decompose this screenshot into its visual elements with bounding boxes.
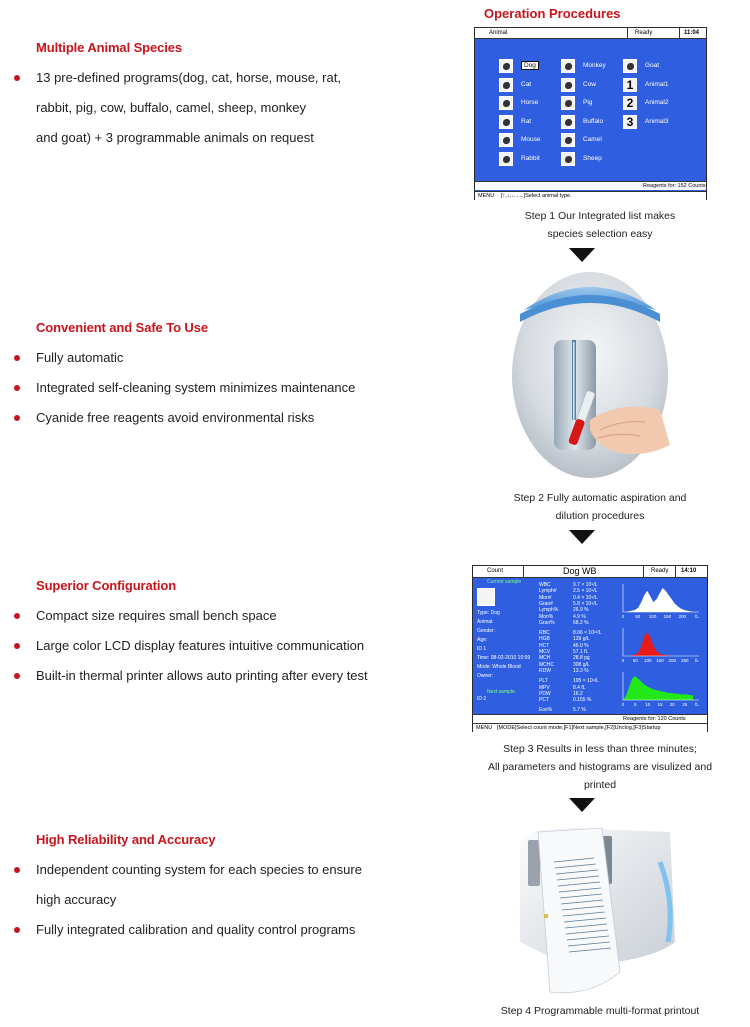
section-title: Multiple Animal Species bbox=[36, 40, 183, 55]
plt-histogram bbox=[622, 672, 700, 707]
param-name: PCT bbox=[539, 697, 549, 704]
animal-icon bbox=[561, 115, 575, 129]
animal-label: Mouse bbox=[521, 136, 541, 143]
bullet-dot-icon bbox=[14, 385, 20, 391]
param-name: Mon# bbox=[539, 594, 552, 601]
bullet-item bbox=[36, 403, 436, 433]
section-title: Superior Configuration bbox=[36, 578, 177, 593]
histogram-tick-label: 50 bbox=[635, 614, 641, 619]
param-name: PLT bbox=[539, 678, 548, 685]
bullet-list bbox=[36, 343, 436, 433]
screen-tab: Animal bbox=[489, 30, 508, 36]
results-menu-hint: [MODE]Select count mode,[F1]Next sample,[F2]Unclog,[F3]Startup bbox=[497, 725, 661, 731]
bullet-item bbox=[36, 855, 436, 885]
param-name: Lymph% bbox=[539, 607, 559, 614]
bullet-item bbox=[36, 343, 436, 373]
step1-caption: Step 1 Our Integrated list makes species selection easy bbox=[524, 210, 676, 240]
param-name: Mon% bbox=[539, 613, 554, 620]
sample-info-line: Type: Dog bbox=[477, 610, 500, 616]
results-title-bar bbox=[473, 566, 707, 578]
plt-histogram-curve bbox=[623, 676, 693, 700]
menu-hint: [↑,↓,←,→]Select animal type. bbox=[501, 193, 572, 199]
histogram-tick-label: 150 bbox=[656, 658, 664, 663]
histogram-tick-label: 50 bbox=[632, 658, 638, 663]
bullet-text: 13 pre-defined programs(dog, cat, horse, mouse, rat, bbox=[36, 70, 341, 85]
param-name: Lymph# bbox=[539, 588, 557, 595]
bullet-item bbox=[36, 915, 436, 945]
bullet-text: Large color LCD display features intuitive communication bbox=[36, 638, 365, 653]
param-name: HGB bbox=[539, 636, 550, 643]
screen-time: 11:04 bbox=[684, 30, 700, 36]
param-value: 4.9 % bbox=[573, 613, 586, 620]
bullet-dot-icon bbox=[14, 867, 20, 873]
param-value: 195 × 10⁹/L bbox=[573, 678, 599, 685]
histogram-tick-label: 0 bbox=[621, 658, 625, 663]
animal-icon bbox=[561, 59, 575, 73]
menu-bar bbox=[475, 191, 706, 200]
animal-icon bbox=[623, 59, 637, 73]
bullet-dot-icon bbox=[14, 927, 20, 933]
bullet-continuation bbox=[36, 123, 436, 153]
step4-caption: Step 4 Programmable multi-format printout bbox=[500, 1005, 700, 1017]
animal-label: Pig bbox=[583, 99, 593, 106]
param-name: RBC bbox=[539, 630, 550, 637]
param-value: 139 g/L bbox=[573, 636, 590, 643]
bullet-list bbox=[36, 63, 436, 153]
sample-info-line: Animal: bbox=[477, 619, 494, 625]
param-name: MCHC bbox=[539, 661, 554, 668]
param-name: Eos% bbox=[539, 707, 553, 714]
results-screen bbox=[472, 565, 708, 732]
rbc-histogram-curve bbox=[623, 632, 693, 656]
animal-icon bbox=[561, 152, 575, 166]
animal-label: Sheep bbox=[583, 154, 602, 162]
animal-icon bbox=[499, 152, 513, 166]
param-value: 5.7 % bbox=[573, 707, 586, 714]
feature-section bbox=[36, 320, 436, 433]
histogram-tick-label: fL bbox=[695, 614, 699, 619]
param-name: MCV bbox=[539, 649, 551, 655]
results-reagents-bar bbox=[473, 714, 707, 723]
sample-info-line: Time: 08-02-2010 10:59 bbox=[477, 655, 531, 661]
animal-label: Animal1 bbox=[645, 80, 669, 88]
animal-icon bbox=[499, 78, 513, 92]
animal-selection-screen bbox=[474, 27, 707, 200]
histogram-tick-label: 10 bbox=[645, 702, 651, 707]
sample-info-line: Age: bbox=[477, 637, 488, 643]
sample-info-line: ID 1 bbox=[477, 646, 487, 652]
animal-label: Dog bbox=[521, 61, 539, 70]
param-value: 26.9 % bbox=[573, 607, 589, 614]
bullet-item bbox=[36, 631, 436, 661]
param-value: 13.3 % bbox=[573, 667, 589, 674]
param-name: PDW bbox=[539, 690, 551, 697]
bullet-dot-icon bbox=[14, 75, 20, 81]
bullet-text: Cyanide free reagents avoid environmental risks bbox=[36, 410, 315, 425]
step3-caption: Step 3 Results in less than three minutes; All parameters and histograms are visulized and printed bbox=[487, 743, 713, 791]
feature-section bbox=[36, 578, 436, 691]
param-value: 8.06 × 10¹²/L bbox=[573, 630, 602, 637]
results-reagents: Reagents for: 120 Counts bbox=[623, 716, 686, 722]
screen-title-bar bbox=[475, 28, 706, 39]
bullet-dot-icon bbox=[14, 673, 20, 679]
bullet-item bbox=[36, 373, 436, 403]
reagents-bar bbox=[475, 181, 706, 190]
param-value: 5.8 × 10⁹/L bbox=[573, 600, 598, 607]
bullet-text: and goat) + 3 programmable animals on request bbox=[36, 130, 314, 145]
histogram-tick-label: 200 bbox=[678, 614, 686, 619]
next-sample-id: ID 2 bbox=[477, 696, 487, 702]
animal-label: Camel bbox=[583, 136, 602, 143]
results-status: Ready bbox=[651, 568, 669, 574]
bullet-item bbox=[36, 63, 436, 93]
bullet-dot-icon bbox=[14, 415, 20, 421]
bullet-text: Integrated self-cleaning system minimizes maintenance bbox=[36, 380, 356, 395]
histogram-tick-label: 20 bbox=[669, 702, 675, 707]
bullet-list bbox=[36, 601, 436, 691]
bullet-list bbox=[36, 855, 436, 945]
feature-section bbox=[36, 832, 436, 945]
animal-label: Cat bbox=[521, 80, 532, 88]
histogram-tick-label: 5 bbox=[634, 702, 637, 707]
menu-label: MENU bbox=[478, 193, 495, 199]
animal-label: Animal3 bbox=[645, 117, 669, 125]
bullet-dot-icon bbox=[14, 613, 20, 619]
histogram-tick-label: 100 bbox=[643, 658, 652, 663]
bullet-continuation bbox=[36, 885, 436, 915]
param-value: 9.7 × 10⁹/L bbox=[573, 582, 598, 588]
results-time: 14:10 bbox=[681, 568, 697, 574]
sample-info-line: Owner: bbox=[477, 673, 494, 679]
bullet-text: Fully integrated calibration and quality control programs bbox=[36, 922, 356, 937]
wbc-histogram-curve bbox=[623, 588, 693, 612]
animal-label: Cow bbox=[583, 80, 597, 88]
custom-animal-number: 2 bbox=[623, 96, 637, 110]
wbc-histogram bbox=[622, 584, 700, 619]
animal-label: Goat bbox=[645, 62, 660, 69]
animal-label: Buffalo bbox=[583, 117, 604, 125]
animal-icon bbox=[499, 115, 513, 129]
histogram-tick-label: 0 bbox=[621, 702, 625, 707]
param-value: 57.1 fL bbox=[573, 649, 589, 655]
bullet-text: Compact size requires small bench space bbox=[36, 608, 277, 623]
results-tab: Count bbox=[487, 568, 504, 574]
sample-info-line: Gender: bbox=[477, 628, 496, 634]
reagents-count: Reagents for: 152 Counts bbox=[643, 183, 706, 189]
rbc-histogram bbox=[622, 628, 700, 663]
next-sample-label: Next sample bbox=[487, 689, 515, 695]
histogram-tick-label: 25 bbox=[682, 702, 688, 707]
aspiration-illustration bbox=[510, 270, 670, 480]
param-value: 2.5 × 10⁹/L bbox=[573, 588, 598, 595]
bullet-continuation bbox=[36, 93, 436, 123]
param-name: Gran% bbox=[539, 619, 555, 626]
sample-avatar-icon bbox=[477, 588, 495, 606]
custom-animal-number: 1 bbox=[623, 78, 637, 92]
animal-label: Rat bbox=[521, 117, 532, 125]
param-name: MPV bbox=[539, 684, 550, 691]
operation-procedures-title: Operation Procedures bbox=[484, 6, 621, 21]
histogram-tick-label: fL bbox=[695, 658, 699, 663]
results-menu-label: MENU bbox=[476, 725, 493, 731]
histogram-tick-label: fL bbox=[695, 702, 699, 707]
animal-icon bbox=[561, 96, 575, 110]
param-value: 0.4 × 10⁹/L bbox=[573, 594, 598, 601]
animal-icon bbox=[499, 133, 513, 147]
param-value: 8.4 fL bbox=[573, 684, 586, 691]
bullet-dot-icon bbox=[14, 643, 20, 649]
param-value: 68.2 % bbox=[573, 619, 589, 626]
histogram-tick-label: 100 bbox=[648, 614, 657, 619]
animal-icon bbox=[561, 133, 575, 147]
down-arrow-icon bbox=[569, 798, 595, 812]
bullet-text: rabbit, pig, cow, buffalo, camel, sheep, monkey bbox=[36, 100, 307, 115]
current-sample-label: Current sample bbox=[487, 579, 522, 585]
param-name: Gran# bbox=[539, 600, 553, 607]
screen-status: Ready bbox=[635, 30, 653, 36]
feature-section bbox=[36, 40, 436, 153]
down-arrow-icon bbox=[569, 530, 595, 544]
param-name: MCH bbox=[539, 655, 551, 662]
sample-info-line: Mode: Whole Blood bbox=[477, 664, 521, 670]
param-value: 308 g/L bbox=[573, 661, 590, 668]
param-value: 0.155 % bbox=[573, 697, 592, 704]
results-menu-bar bbox=[473, 723, 707, 732]
histogram-tick-label: 250 bbox=[680, 658, 689, 663]
step2-caption: Step 2 Fully automatic aspiration and dilution procedures bbox=[513, 492, 687, 522]
bullet-dot-icon bbox=[14, 355, 20, 361]
section-title: Convenient and Safe To Use bbox=[36, 320, 208, 335]
histograms bbox=[613, 580, 703, 710]
param-name: RDW bbox=[539, 667, 551, 674]
printer-illustration bbox=[510, 822, 678, 997]
histogram-tick-label: 200 bbox=[668, 658, 677, 663]
animal-icon bbox=[561, 78, 575, 92]
histogram-tick-label: 0 bbox=[621, 614, 625, 619]
animal-label: Monkey bbox=[583, 62, 606, 69]
animal-label: Horse bbox=[521, 99, 539, 106]
aspiration-photo bbox=[510, 270, 670, 480]
histogram-tick-label: 15 bbox=[657, 702, 663, 707]
bullet-item bbox=[36, 601, 436, 631]
section-title: High Reliability and Accuracy bbox=[36, 832, 216, 847]
bullet-text: Built-in thermal printer allows auto printing after every test bbox=[36, 668, 368, 683]
bullet-text: high accuracy bbox=[36, 892, 117, 907]
animal-label: Animal2 bbox=[645, 99, 669, 106]
param-value: 28.8 pg bbox=[573, 655, 590, 662]
bullet-text: Fully automatic bbox=[36, 350, 124, 365]
rbc-histogram-axis bbox=[623, 628, 699, 656]
param-name: HCT bbox=[539, 642, 550, 649]
bullet-text: Independent counting system for each species to ensure bbox=[36, 862, 362, 877]
custom-animal-number: 3 bbox=[623, 115, 637, 129]
bullet-item bbox=[36, 661, 436, 691]
param-value: 46.0 % bbox=[573, 642, 589, 649]
param-value: 16.2 bbox=[573, 690, 583, 697]
animal-icon bbox=[499, 59, 513, 73]
animal-label: Rabbit bbox=[521, 154, 540, 162]
down-arrow-icon bbox=[569, 248, 595, 262]
results-title: Dog WB bbox=[563, 566, 597, 576]
param-name: WBC bbox=[539, 582, 551, 588]
printer-photo bbox=[510, 822, 678, 997]
animal-icon bbox=[499, 96, 513, 110]
histogram-tick-label: 150 bbox=[663, 614, 672, 619]
